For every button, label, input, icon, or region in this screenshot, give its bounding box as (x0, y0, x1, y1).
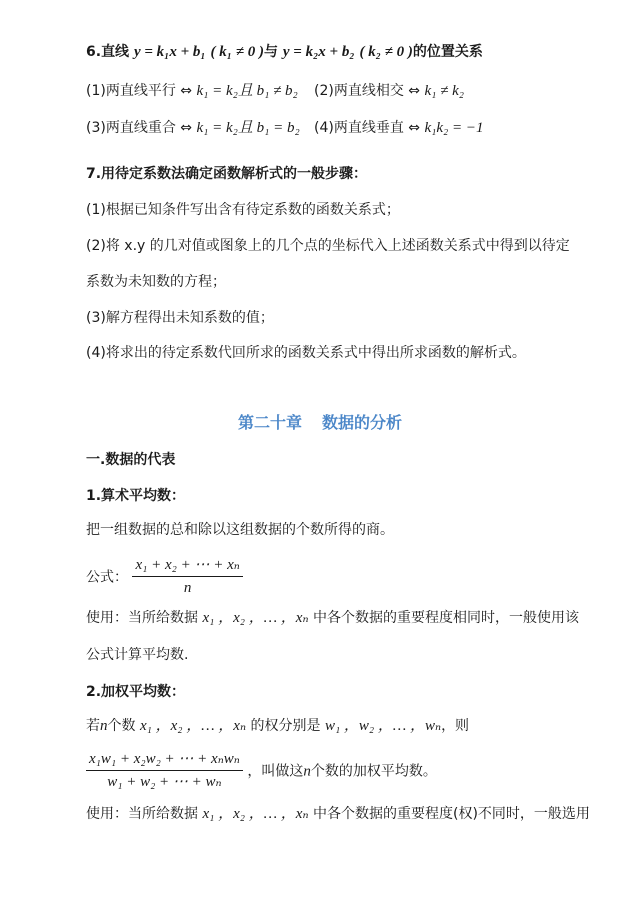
intro-text: 的权分别是 (250, 718, 321, 734)
step-4: (4)将求出的待定系数代回所求的函数关系式中得出所求函数的解析式。 (86, 345, 526, 361)
relation-row-2 (86, 118, 566, 138)
section-7-title: 7.用待定系数法确定函数解析式的一般步骤： (86, 166, 368, 182)
section-6-number: 6. (86, 44, 102, 60)
mean-definition: 把一组数据的总和除以这组数据的个数所得的商。 (86, 522, 394, 538)
data-variables: x₁ ，x₂ ，… ，xₙ (202, 806, 309, 822)
weighted-numerator: x₁w₁ + x₂w₂ + ⋯ + xₙwₙ (86, 750, 243, 771)
condition-2: ( k₂ ≠ 0 ) (359, 44, 413, 60)
weighted-intro (86, 716, 469, 736)
step-2-continued: 系数为未知数的方程； (86, 274, 226, 290)
iff-symbol: ⇔ (180, 83, 193, 99)
chapter-number: 第二十章 (237, 413, 302, 432)
weight-variables: w₁ ，w₂ ，… ，wₙ (324, 718, 442, 734)
formula-text: ，叫做这 (247, 763, 304, 780)
title-text-line: 直线 (101, 44, 130, 60)
usage-text: 使用：当所给数据 (86, 610, 198, 626)
relation-coincide-condition: k₁ = k₂且 b₁ = b₂ (196, 120, 300, 136)
condition-1: ( k₁ ≠ 0 ) (210, 44, 264, 60)
part-1-heading: 一.数据的代表 (86, 452, 176, 468)
usage-text: 中各个数据的重要程度(权)不同时，一般选用 (312, 806, 590, 822)
chapter-title (0, 412, 640, 434)
formula-text: 个数的加权平均数。 (310, 763, 437, 780)
relation-intersect-condition: k₁ ≠ k₂ (424, 83, 464, 99)
title-text-relation: 的位置关系 (412, 44, 483, 60)
chapter-name: 数据的分析 (322, 413, 403, 432)
var-n: n (303, 763, 311, 780)
mean-heading: 1.算术平均数： (86, 488, 186, 504)
weighted-denominator: w₁ + w₂ + ⋯ + wₙ (107, 774, 222, 790)
iff-symbol: ⇔ (408, 120, 421, 136)
usage-text: 中各个数据的重要程度相同时，一般使用该 (312, 610, 579, 626)
weighted-usage (86, 804, 590, 824)
mean-formula (86, 556, 243, 597)
section-6-title (86, 42, 483, 62)
relation-coincide-label: (3)两直线重合 (86, 120, 176, 136)
mean-usage (86, 608, 579, 628)
formula-label: 公式： (86, 569, 128, 586)
var-n: n (100, 718, 108, 734)
relation-perpendicular-condition: k₁k₂ = −1 (424, 120, 484, 136)
data-variables: x₁ ，x₂ ，… ，xₙ (139, 718, 247, 734)
step-3: (3)解方程得出未知系数的值； (86, 310, 274, 326)
step-2: (2)将 x.y 的几对值或图象上的几个点的坐标代入上述函数关系式中得到以待定 (86, 238, 570, 254)
equation-line-1: y = k₁x + b₁ (133, 44, 206, 60)
step-1: (1)根据已知条件写出含有待定系数的函数关系式； (86, 202, 400, 218)
mean-numerator: x₁ + x₂ + ⋯ + xₙ (132, 556, 242, 577)
weighted-heading: 2.加权平均数： (86, 684, 186, 700)
iff-symbol: ⇔ (180, 120, 193, 136)
relation-parallel-label: (1)两直线平行 (86, 83, 176, 99)
intro-text: ，则 (441, 718, 470, 734)
mean-fraction (132, 556, 242, 597)
relation-row-1 (86, 81, 566, 101)
mean-denominator: n (183, 580, 192, 596)
data-variables: x₁ ，x₂ ，… ，xₙ (202, 610, 309, 626)
relation-intersect-label: (2)两直线相交 (314, 83, 404, 99)
iff-symbol: ⇔ (408, 83, 421, 99)
weighted-fraction (86, 750, 243, 791)
relation-parallel-condition: k₁ = k₂且 b₁ ≠ b₂ (196, 83, 298, 99)
equation-line-2: y = k₂x + b₂ (282, 44, 355, 60)
intro-text: 若 (86, 718, 100, 734)
weighted-formula (86, 750, 437, 791)
relation-perpendicular-label: (4)两直线垂直 (314, 120, 404, 136)
usage-text: 使用：当所给数据 (86, 806, 198, 822)
intro-text: 个数 (107, 718, 136, 734)
mean-usage-continued: 公式计算平均数. (86, 647, 189, 663)
title-text-and: 与 (263, 44, 278, 60)
